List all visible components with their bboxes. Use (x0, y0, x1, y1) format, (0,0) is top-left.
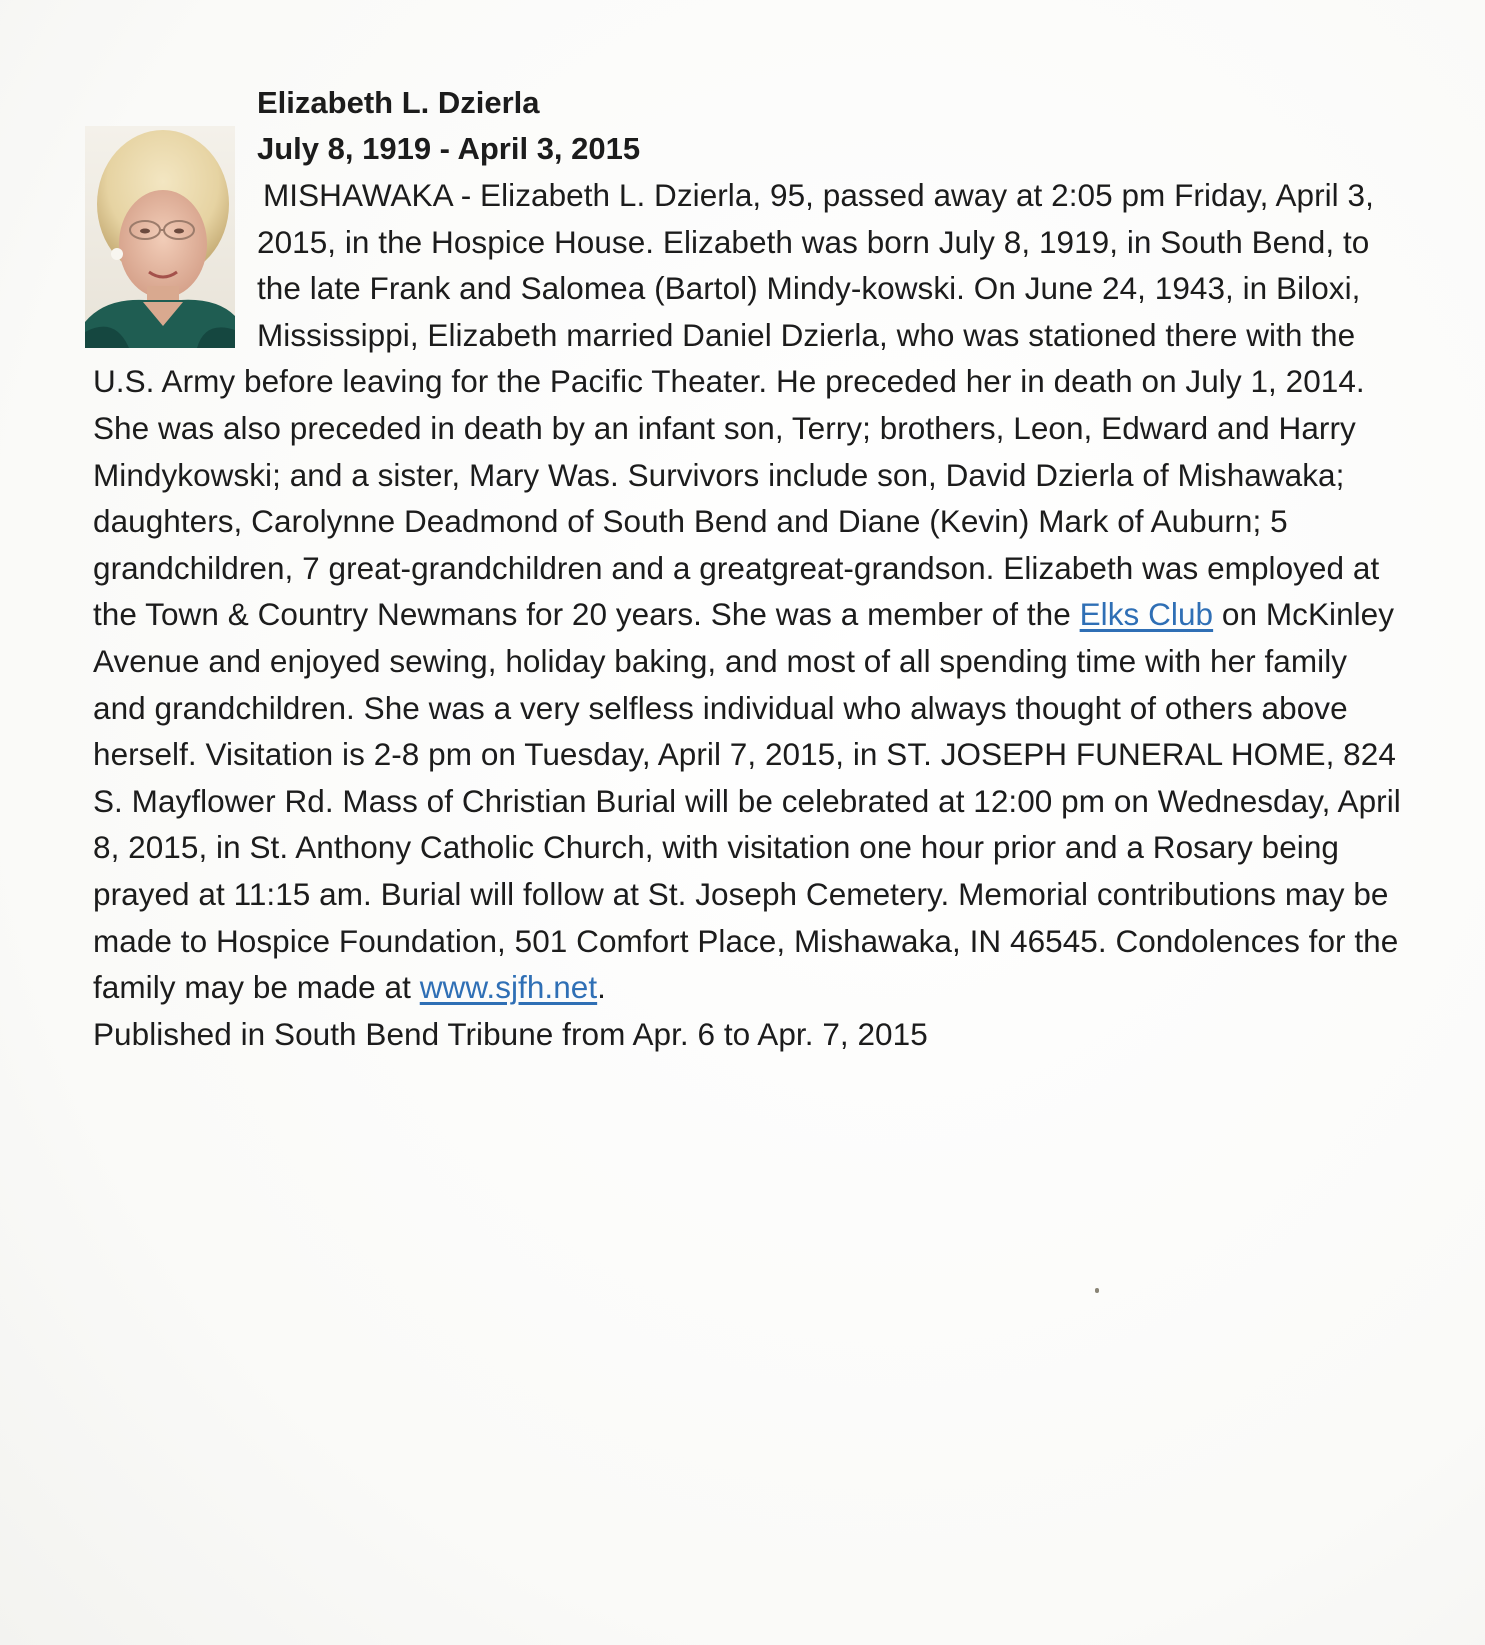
scan-speck (1095, 1288, 1099, 1293)
obituary-body-text: MISHAWAKA - Elizabeth L. Dzierla, 95, passed away at 2:05 pm Friday, April 3, 2015, in the Hospice House. Elizabeth was born July 8, 1919, in South Bend, to the late Frank and Salomea (Bartol) Mindy-kowski. On June 24, 1943, in Biloxi, Mississippi, Elizabeth married Daniel Dzierla, who was stationed there with the U.S. Army before leaving for the Pacific Theater. He preceded her in death on July 1, 2014. She was also preceded in death by an infant son, Terry; brothers, Leon, Edward and Harry Mindykowski; and a sister, Mary Was. Survivors include son, David Dzierla of Mishawaka; daughters, Carolynne Deadmond of South Bend and Diane (Kevin) Mark of Auburn; 5 grandchildren, 7 great-grandchildren and a greatgreat-grandson. Elizabeth was employed at the Town & Country Newmans for 20 years. She was a member of the (93, 177, 1380, 633)
portrait-photo-icon (85, 126, 235, 348)
obituary-dates: July 8, 1919 - April 3, 2015 (257, 131, 641, 166)
elks-club-link[interactable]: Elks Club (1079, 596, 1214, 633)
sjfh-website-link[interactable]: www.sjfh.net (419, 969, 598, 1006)
portrait-photo (85, 126, 235, 348)
obituary-body (85, 172, 1405, 1057)
obituary (85, 80, 1405, 1057)
obituary-body-end: . (597, 969, 606, 1006)
obituary-body-text-2: on McKinley Avenue and enjoyed sewing, holiday baking, and most of all spending time with her family and grandchildren. She was a very selfless individual who always thought of others above herself. Visitation is 2-8 pm on Tuesday, April 7, 2015, in ST. JOSEPH FUNERAL HOME, 824 S. Mayflower Rd. Mass of Christian Burial will be celebrated at 12:00 pm on Wednesday, April 8, 2015, in St. Anthony Catholic Church, with visitation one hour prior and a Rosary being prayed at 11:15 am. Burial will follow at St. Joseph Cemetery. Memorial contributions may be made to Hospice Foundation, 501 Comfort Place, Mishawaka, IN 46545. Condolences for the family may be made at (93, 596, 1401, 1006)
obituary-name: Elizabeth L. Dzierla (257, 85, 540, 120)
publication-note: Published in South Bend Tribune from Apr. 6 to Apr. 7, 2015 (93, 1015, 928, 1052)
